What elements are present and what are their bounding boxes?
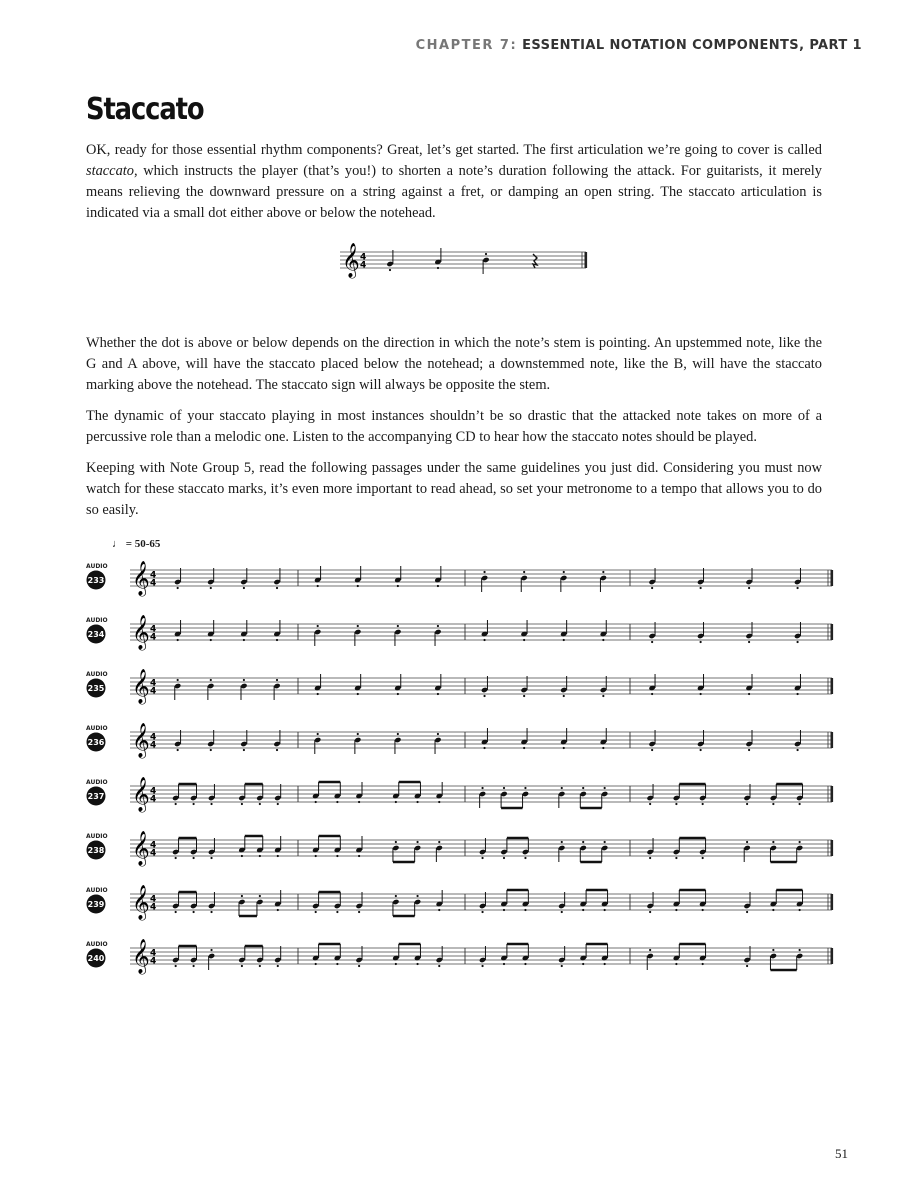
staccato-dot [602,571,604,573]
staccato-dot [416,841,418,843]
final-barline-thick [831,786,834,802]
staccato-dot [210,749,212,751]
staccato-dot [748,749,750,751]
staccato-dot [389,269,391,271]
staccato-dot [796,749,798,751]
staccato-dot [799,949,801,951]
staccato-dot [649,803,651,805]
staccato-dot [210,911,212,913]
exercise-staff [86,777,833,813]
staccato-dot [397,733,399,735]
staccato-dot [485,253,487,255]
staccato-dot [336,963,338,965]
staccato-dot [675,803,677,805]
staccato-dot [416,963,418,965]
staccato-dot [437,585,439,587]
staccato-dot [315,911,317,913]
time-signature-top: 4 [150,678,157,689]
page-number: 51 [835,1146,848,1161]
final-barline-thick [831,894,834,910]
staccato-dot [602,639,604,641]
staccato-dot [177,679,179,681]
exercise-staff [86,615,833,651]
staccato-dot [799,803,801,805]
staccato-dot [438,801,440,803]
staccato-dot [604,841,606,843]
staccato-dot [336,911,338,913]
staccato-dot [772,803,774,805]
treble-clef-icon: 𝄞 [132,615,150,650]
staccato-dot [651,749,653,751]
staccato-dot [702,857,704,859]
audio-label: AUDIO [86,563,108,570]
staccato-dot [700,749,702,751]
staccato-dot [563,695,565,697]
time-signature-bottom: 4 [150,578,157,589]
exercise-staff [86,561,833,597]
staccato-dot [358,911,360,913]
running-head-title: ESSENTIAL NOTATION COMPONENTS, PART 1 [522,38,862,53]
staccato-dot [582,787,584,789]
time-signature-top: 4 [150,894,157,905]
time-signature-top: 4 [150,786,157,797]
staccato-dot [746,841,748,843]
staccato-dot [438,909,440,911]
audio-track-number: 240 [87,954,105,963]
exercise-staff [86,939,833,975]
staccato-dot [481,911,483,913]
time-signature-bottom: 4 [150,956,157,967]
staccato-dot [483,747,485,749]
staccato-dot [700,641,702,643]
staccato-dot [243,679,245,681]
staccato-dot [483,695,485,697]
exercise-staff [86,885,833,921]
staccato-dot [796,693,798,695]
staccato-dot [481,965,483,967]
staccato-dot [503,963,505,965]
staccato-dot [524,787,526,789]
time-signature-top: 4 [150,624,157,635]
audio-label: AUDIO [86,779,108,786]
staccato-dot [563,571,565,573]
staccato-dot [177,639,179,641]
staccato-dot [481,857,483,859]
staccato-dot [604,909,606,911]
time-signature-top: 4 [150,570,157,581]
treble-clef-icon: 𝄞 [132,723,150,758]
staccato-dot [395,895,397,897]
final-barline-thick [831,732,834,748]
staccato-dot [563,747,565,749]
final-barline-thick [831,570,834,586]
staccato-dot [438,965,440,967]
time-signature-top: 4 [150,948,157,959]
audio-track-number: 239 [87,900,105,909]
staccato-dot [241,965,243,967]
staccato-dot [276,679,278,681]
treble-clef-icon: 𝄞 [132,669,150,704]
staccato-dot [437,693,439,695]
staccato-dot [210,857,212,859]
time-signature-bottom: 4 [150,848,157,859]
staccato-dot [336,855,338,857]
staccato-dot [746,965,748,967]
staccato-dot [241,803,243,805]
staccato-dot [175,911,177,913]
final-barline-thick [831,678,834,694]
audio-track-number: 238 [87,846,105,855]
tempo-marking: ♩ = 50-65 [112,538,161,550]
staccato-dot [748,693,750,695]
audio-track-badge [86,779,108,806]
staccato-dot [437,733,439,735]
staccato-dot [317,625,319,627]
staccato-dot [799,909,801,911]
paragraph-dot-direction: Whether the dot is above or below depends on the direction in which the note’s stem is pointing. An upstemmed note, like the G and A above, will have the staccato placed below the notehead; a downstemmed note, like the B, will have the staccato marking above the notehead. The staccato sign will always be opposite the stem. [86,335,822,393]
staccato-dot [358,855,360,857]
staccato-dot [395,963,397,965]
staccato-dot [582,841,584,843]
staccato-dot [175,965,177,967]
staccato-dot [193,965,195,967]
example-staff [340,243,587,279]
staccato-dot [524,963,526,965]
staccato-dot [177,587,179,589]
staccato-dot [700,587,702,589]
staccato-dot [651,641,653,643]
audio-track-badge [86,941,108,968]
staccato-dot [772,949,774,951]
staccato-dot [649,949,651,951]
staccato-dot [358,801,360,803]
staccato-dot [772,841,774,843]
staccato-dot [651,587,653,589]
audio-track-number: 234 [87,630,105,639]
staccato-dot [702,909,704,911]
staccato-dot [582,909,584,911]
time-signature-bottom: 4 [150,902,157,913]
staccato-dot [563,639,565,641]
audio-track-badge [86,725,108,752]
exercise-staff [86,831,833,867]
staccato-dot [483,571,485,573]
staccato-dot [243,587,245,589]
staccato-dot [276,639,278,641]
staccato-dot [438,841,440,843]
audio-track-number: 236 [87,738,105,747]
treble-clef-icon: 𝄞 [132,939,150,974]
exercise-staff [86,723,833,759]
staccato-dot [277,855,279,857]
audio-track-badge [86,617,108,644]
audio-label: AUDIO [86,887,108,894]
staccato-dot [746,803,748,805]
staccato-dot [796,587,798,589]
staccato-dot [210,639,212,641]
staccato-dot [241,895,243,897]
treble-clef-icon: 𝄞 [132,831,150,866]
staccato-dot [277,909,279,911]
staccato-dot [357,625,359,627]
time-signature-top: 4 [150,732,157,743]
staccato-dot [259,965,261,967]
staccato-dot [748,587,750,589]
staccato-dot [315,801,317,803]
staccato-dot [259,855,261,857]
staccato-dot [675,963,677,965]
treble-clef-icon: 𝄞 [132,777,150,812]
audio-label: AUDIO [86,833,108,840]
section-heading: Staccato [86,92,204,127]
time-signature-bottom: 4 [150,686,157,697]
treble-clef-icon: 𝄞 [342,243,360,278]
staccato-dot [702,803,704,805]
time-signature-top: 4 [150,840,157,851]
audio-label: AUDIO [86,941,108,948]
staccato-dot [210,949,212,951]
staccato-dot [437,625,439,627]
staccato-dot [799,841,801,843]
staccato-dot [336,801,338,803]
paragraph-intro-end: , which instructs the player (that’s you!) to shorten a note’s duration following the attack. For guitarists, it merely means relieving the downward pressure on a string against a fret, or damping an open string. The staccato articulation is indicated via a small dot either above or below the notehead. [86,163,822,221]
final-barline-thick [585,252,588,268]
staccato-dot [523,747,525,749]
staccato-dot [241,855,243,857]
final-barline-thick [831,948,834,964]
audio-track-badge [86,563,108,590]
staccato-dot [503,787,505,789]
staccato-dot [193,857,195,859]
staccato-term: staccato [86,163,134,179]
audio-track-badge [86,833,108,860]
treble-clef-icon: 𝄞 [132,885,150,920]
treble-clef-icon: 𝄞 [132,561,150,596]
staccato-dot [524,909,526,911]
staccato-dot [651,693,653,695]
staccato-dot [746,911,748,913]
staccato-dot [675,909,677,911]
staccato-dot [416,801,418,803]
staccato-dot [772,909,774,911]
staccato-dot [277,803,279,805]
staccato-dot [702,963,704,965]
staccato-dot [210,679,212,681]
staccato-dot [276,749,278,751]
staccato-dot [748,641,750,643]
staccato-dot [175,857,177,859]
staccato-dot [397,693,399,695]
paragraph-dynamics: The dynamic of your staccato playing in most instances shouldn’t be so drastic that the attacked note takes on more of a percussive role than a melodic one. Listen to the accompanying CD to hear how the staccato notes should be played. [86,408,822,445]
staccato-dot [523,639,525,641]
time-signature-bottom: 4 [150,740,157,751]
final-barline-thick [831,624,834,640]
staccato-dot [416,895,418,897]
audio-label: AUDIO [86,671,108,678]
exercise-staff [86,669,833,705]
staccato-dot [315,963,317,965]
staccato-dot [193,911,195,913]
staccato-dot [210,587,212,589]
staccato-dot [503,857,505,859]
staccato-dot [317,733,319,735]
time-signature-bottom: 4 [360,260,367,271]
staccato-dot [437,267,439,269]
staccato-dot [276,587,278,589]
staccato-dot [561,787,563,789]
staccato-dot [177,749,179,751]
staccato-dot [317,585,319,587]
staccato-dot [604,787,606,789]
staccato-dot [700,693,702,695]
staccato-dot [675,857,677,859]
staccato-dot [483,639,485,641]
staccato-dot [175,803,177,805]
staccato-dot [315,855,317,857]
paragraph-instructions: Keeping with Note Group 5, read the following passages under the same guidelines you just did. Considering you must now watch for these staccato marks, it’s even more important to read ahead, so set your metronome to a tempo that allows you to do so easily. [86,460,822,518]
time-signature-bottom: 4 [150,632,157,643]
staccato-dot [796,641,798,643]
staccato-dot [503,909,505,911]
staccato-dot [523,695,525,697]
staccato-dot [604,963,606,965]
staccato-dot [397,625,399,627]
staccato-dot [259,803,261,805]
staccato-dot [395,841,397,843]
staccato-dot [524,857,526,859]
time-signature-bottom: 4 [150,794,157,805]
staccato-dot [193,803,195,805]
staccato-dot [395,801,397,803]
staccato-dot [481,787,483,789]
audio-track-badge [86,887,108,914]
staccato-dot [397,585,399,587]
time-signature-top: 4 [360,252,367,263]
staccato-dot [582,963,584,965]
staccato-dot [649,857,651,859]
audio-track-badge [86,671,108,698]
staccato-dot [561,965,563,967]
audio-track-number: 237 [87,792,105,801]
audio-track-number: 233 [87,576,105,585]
staccato-dot [523,571,525,573]
running-head-chapter: CHAPTER 7: [415,38,518,53]
staccato-dot [317,693,319,695]
audio-track-number: 235 [87,684,105,693]
staccato-dot [243,639,245,641]
staccato-dot [561,841,563,843]
staccato-dot [357,585,359,587]
staccato-dot [277,965,279,967]
staccato-dot [561,911,563,913]
staccato-dot [259,895,261,897]
staccato-dot [357,693,359,695]
staccato-dot [649,911,651,913]
staccato-dot [358,965,360,967]
staccato-dot [602,695,604,697]
staccato-dot [357,733,359,735]
audio-label: AUDIO [86,617,108,624]
final-barline-thick [831,840,834,856]
staccato-dot [602,747,604,749]
audio-label: AUDIO [86,725,108,732]
staccato-dot [210,803,212,805]
staccato-dot [243,749,245,751]
paragraph-intro-start: OK, ready for those essential rhythm components? Great, let’s get started. The first articulation we’re going to cover is called [86,142,822,158]
